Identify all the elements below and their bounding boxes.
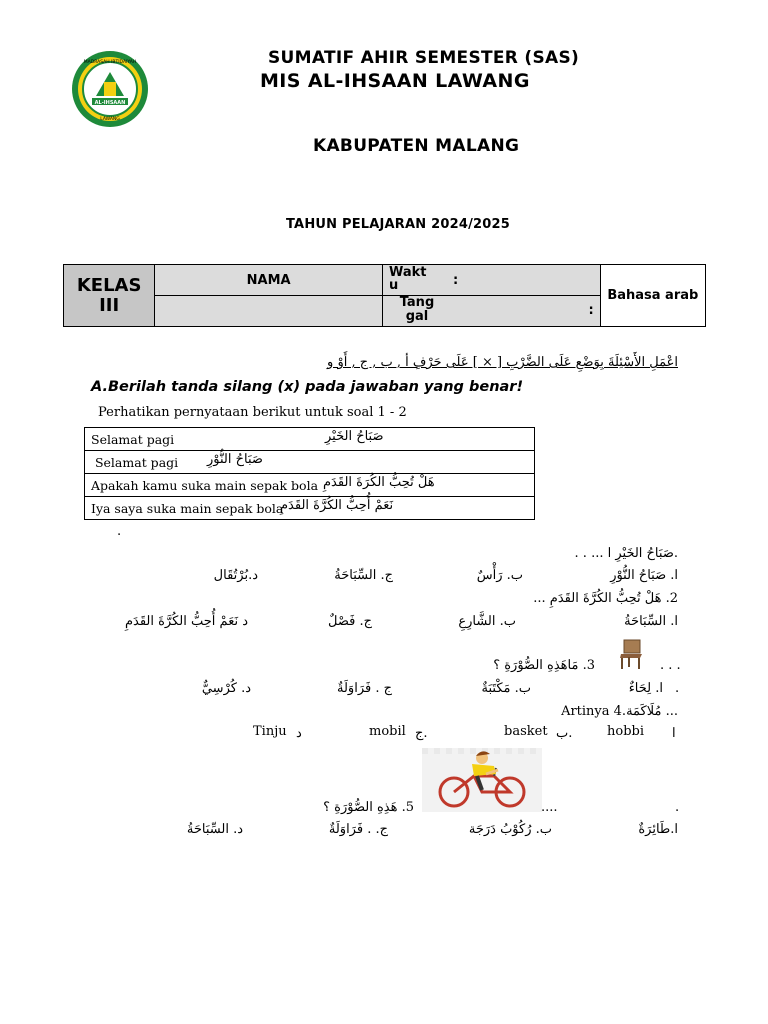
title-school: MIS AL-IHSAAN LAWANG [260,70,530,92]
time-label: Wakt u [388,265,427,293]
q3-option-c[interactable]: ج . فَرَاوَلَةٌ [337,681,392,696]
q5-option-b[interactable]: ب. رُكُوْبُ دَرَجَة [468,822,552,837]
time-colon: : [452,273,459,288]
q3-option-d[interactable]: د. كُرْسِيٌّ [201,681,251,696]
pair-latin: Apakah kamu suka main sepak bola [91,477,319,493]
pairs-note: Perhatikan pernyataan berikut untuk soal 1 - 2 [98,405,407,420]
q4-option-a[interactable]: hobbi [607,724,645,739]
q4-option-a-letter: ا [672,726,676,741]
stray-dot: . [117,524,122,539]
q4-option-d-letter: د [296,726,302,741]
q1-option-a[interactable]: ا. صَبَاحُ النُّوْرِ [610,568,678,583]
pair-arabic: هَلْ تُحِبُّ الكُرَةَ القَدَمِ [323,475,435,490]
q4-option-b[interactable]: basket [504,724,548,739]
q3-dots: . . . [660,658,681,673]
title-year: TAHUN PELAJARAN 2024/2025 [286,217,511,232]
q2-stem: 2. هَلْ تُحِبُّ الكُرَّةَ القَدَمِ ... [533,591,678,606]
q4-stem: Artinya 4.مُلَاكَمَة ... [561,704,678,719]
student-info-table [63,264,706,327]
pair-arabic: صَبَاحُ الخَيْرِ [325,429,384,444]
q3-stem: 3. مَاهَذِهِ الصُّوْرَةِ ؟ [493,658,595,673]
vocabulary-table [84,427,535,520]
q4-option-c-letter: ج. [415,726,428,741]
q3-option-b[interactable]: ب. مَكْتَبَةٌ [481,681,531,696]
q5-option-a[interactable]: ا.طَائِرَةٌ [638,822,678,837]
q5-option-c[interactable]: ج. . فَرَاوَلَةٌ [328,822,388,837]
q4-option-c[interactable]: mobil [369,724,406,739]
q4-option-d[interactable]: Tinju [253,724,287,739]
q2-option-a[interactable]: ا. السِّبَاحَةُ [624,614,678,629]
q5-option-d[interactable]: د. السِّبَاحَةُ [186,822,243,837]
table-row [85,497,535,520]
title-regency: KABUPATEN MALANG [313,136,520,156]
q2-option-c[interactable]: ج. فَصْلٌ [328,614,372,629]
pair-arabic: صَبَاحُ النُّوْرِ [207,452,263,467]
time-cell[interactable] [382,265,600,296]
chair-image [616,638,646,670]
q5-dots: .... [541,800,558,815]
name-label: NAMA [155,265,383,296]
q1-stem: .صَبَاحُ الخَيْرِ ا ... . . [574,546,678,561]
q3-option-a[interactable]: ا. لِحَاءٌ [628,681,663,696]
q4-option-b-letter: ب. [556,726,573,741]
pair-latin: Selamat pagi [91,454,179,470]
logo-text-bottom: LAWANG [100,117,120,122]
pair-latin: Iya saya suka main sepak bola [91,500,284,516]
arabic-instruction: اعْمَلِ الأَسْئِلَةَ بِوَضْعِ عَلَى الضَّرْبِ [ × ] عَلَى حَرْفِ أ , ب , ج , أَوْ و [327,355,678,370]
subject-cell: Bahasa arab [600,265,705,327]
q5-stem: 5. هَذِهِ الصُّوْرَةِ ؟ [323,800,414,815]
title-exam: SUMATIF AHIR SEMESTER (SAS) [268,48,580,68]
name-field[interactable] [155,296,383,327]
date-label: Tang gal [399,295,435,324]
logo-text-top: MADRASAH IBTIDAIYAH [83,60,137,65]
pair-arabic: نَعَمْ أُحِبُّ الكُرَّةَ القَدَمِ [280,498,394,513]
q1-option-b[interactable]: ب. رَأْسٌ [476,568,523,583]
q1-option-d[interactable]: د.بُرْتُقَال [213,568,258,583]
q5-end: . [675,800,680,815]
cyclist-image [422,748,542,812]
class-cell: KELAS III [64,265,155,327]
date-cell[interactable] [382,296,600,327]
pair-latin: Selamat pagi [91,431,175,447]
logo-text-mid: AL-IHSAAN [94,100,126,106]
school-logo [66,50,154,128]
q3-lead: . [675,681,680,696]
q2-option-d[interactable]: د نَعَمْ أُحِبُّ الكُرَّةَ القَدَمِ [124,614,248,629]
q2-option-b[interactable]: ب. الشَّارِعِ [458,614,516,629]
section-a-heading: A.Berilah tanda silang (x) pada jawaban yang benar! [91,379,524,395]
q1-option-c[interactable]: ج. السِّبَاحَةُ [334,568,393,583]
table-row [85,428,535,451]
table-row [85,451,535,474]
date-colon: : [588,303,594,318]
table-row [85,474,535,497]
